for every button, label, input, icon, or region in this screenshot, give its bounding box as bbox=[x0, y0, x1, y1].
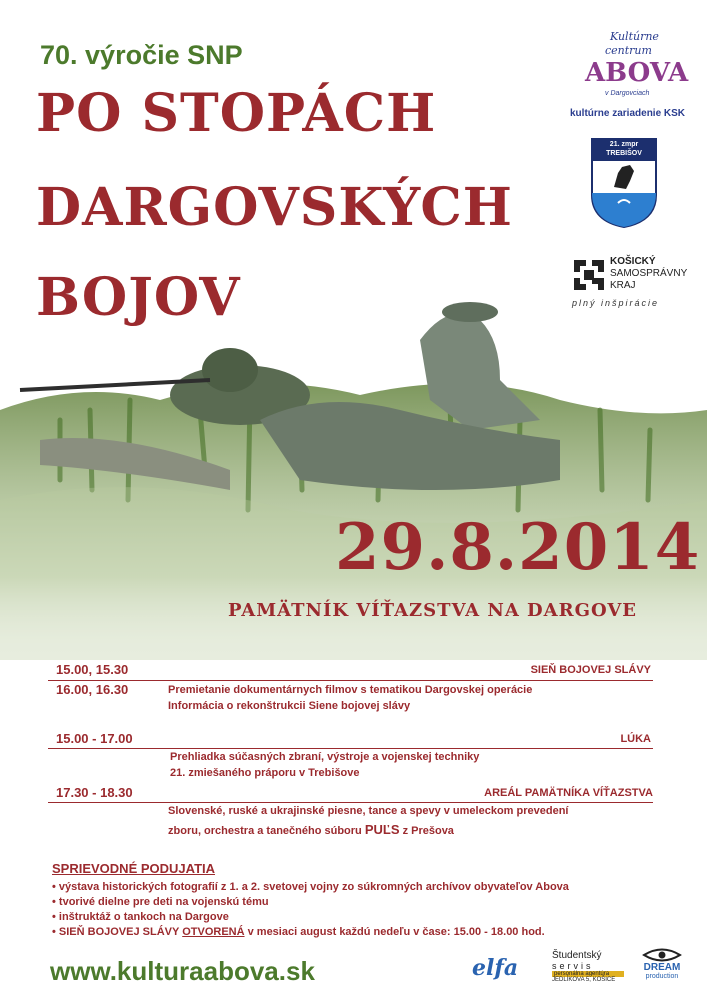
title-line-3: BOJOV bbox=[36, 267, 241, 328]
event-venue: PAMÄTNÍK VÍŤAZSTVA NA DARGOVE bbox=[228, 600, 638, 621]
side-event-item-1: • výstava historických fotografií z 1. a 2. svetovej vojny zo súkromných archívov obyvateľov Abova bbox=[52, 881, 569, 893]
kultura-abova-logo bbox=[570, 30, 689, 130]
side-event-item-2: • tvorivé dielne pre deti na vojenskú tému bbox=[52, 896, 269, 908]
side-events-heading: SPRIEVODNÉ PODUJATIA bbox=[52, 861, 216, 876]
servis-line2: servis bbox=[552, 961, 594, 971]
studentsky-servis-logo bbox=[552, 950, 624, 990]
title-line-2: DARGOVSKÝCH bbox=[36, 177, 513, 238]
puls-name: PUĽS bbox=[364, 822, 400, 837]
side-event-item-3: • inštruktáž o tankoch na Dargove bbox=[52, 911, 229, 923]
schedule-place-1: SIEŇ BOJOVEJ SLÁVY bbox=[530, 664, 651, 676]
dream-production-logo bbox=[636, 948, 696, 990]
servis-line4: JEDLÍKOVA 5, KOŠICE bbox=[552, 977, 616, 983]
eye-icon bbox=[642, 948, 682, 962]
puls-suffix: z Prešova bbox=[402, 825, 454, 837]
schedule-time-3: 15.00 - 17.00 bbox=[56, 731, 133, 746]
schedule-desc-2b: Informácia o rekonštrukcii Siene bojovej slávy bbox=[168, 700, 411, 712]
schedule-divider-4 bbox=[48, 802, 653, 803]
zmpr-line1: 21. zmpr bbox=[609, 141, 639, 148]
schedule-desc-4a: Slovenské, ruské a ukrajinské piesne, tance a spevy v umeleckom prevedení bbox=[168, 805, 569, 817]
schedule-desc-3a: Prehliadka súčasných zbraní, výstroje a vojenskej techniky bbox=[170, 751, 480, 763]
zmpr-line2: TREBIŠOV bbox=[606, 150, 642, 157]
side-event-last-open: OTVORENÁ bbox=[182, 926, 245, 938]
kultura-line1: Kultúrne bbox=[610, 30, 659, 43]
schedule-time-4: 17.30 - 18.30 bbox=[56, 785, 133, 800]
anniversary-heading: 70. výročie SNP bbox=[40, 40, 243, 70]
servis-line3: personálna agentúra bbox=[552, 971, 624, 977]
schedule-desc-3b: 21. zmiešaného práporu v Trebišove bbox=[170, 767, 360, 779]
side-event-item-4 bbox=[52, 925, 672, 940]
schedule-place-4: AREÁL PAMÄTNÍKA VÍŤAZSTVA bbox=[484, 787, 653, 799]
kultura-line4: v Dargovciach bbox=[605, 90, 650, 97]
dream-line2: production bbox=[645, 973, 679, 980]
event-date: 29.8.2014 bbox=[335, 510, 701, 585]
zmpr-shield-logo bbox=[590, 137, 658, 229]
side-event-last-rest: v mesiaci august každú nedeľu v čase: 15.00 - 18.00 hod. bbox=[247, 926, 545, 938]
schedule-desc-2a: Premietanie dokumentárnych filmov s tematikou Dargovskej operácie bbox=[168, 684, 533, 696]
schedule-time-2: 16.00, 16.30 bbox=[56, 682, 129, 697]
kultura-caption: kultúrne zariadenie KSK bbox=[570, 108, 686, 119]
schedule-desc-4b bbox=[168, 822, 454, 837]
ksk-slogan: plný inšpirácie bbox=[572, 298, 660, 308]
schedule-time-1: 15.00, 15.30 bbox=[56, 662, 129, 677]
ksk-line2: SAMOSPRÁVNY bbox=[610, 268, 688, 279]
schedule-place-3: LÚKA bbox=[620, 733, 651, 745]
side-event-last-prefix: • SIEŇ BOJOVEJ SLÁVY bbox=[52, 926, 180, 938]
elfa-text: elfa bbox=[472, 955, 519, 981]
side-events-list bbox=[52, 880, 672, 940]
ksk-line3: KRAJ bbox=[610, 280, 636, 291]
schedule-desc-4b-text: zboru, orchestra a tanečného súboru bbox=[168, 825, 362, 837]
website-link[interactable]: www.kulturaabova.sk bbox=[50, 956, 315, 986]
ksk-line1: KOŠICKÝ bbox=[610, 256, 656, 267]
ksk-mark-icon bbox=[572, 258, 606, 292]
dream-line1: DREAM bbox=[643, 962, 681, 973]
schedule-divider-3 bbox=[48, 748, 653, 749]
kultura-line3: ABOVA bbox=[585, 58, 689, 88]
elfa-logo bbox=[472, 955, 532, 985]
servis-line1: Študentský bbox=[552, 950, 602, 961]
kultura-line2: centrum bbox=[605, 44, 652, 57]
schedule-divider-1 bbox=[48, 680, 653, 681]
title-line-1: PO STOPÁCH bbox=[36, 83, 437, 144]
